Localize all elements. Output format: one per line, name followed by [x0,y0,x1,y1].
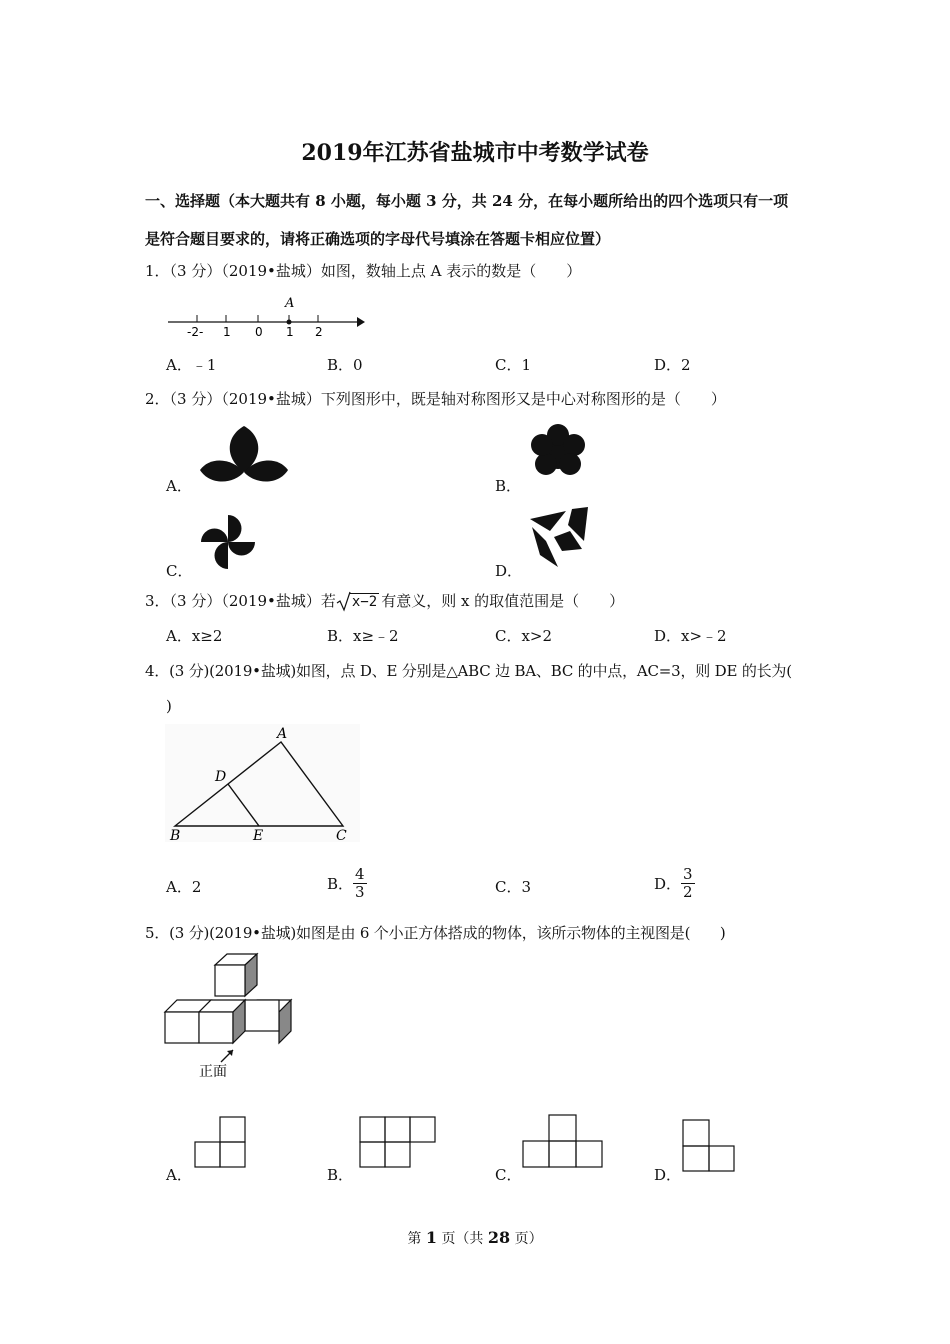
fraction-four-thirds [353,866,367,901]
view-d-figure [681,1118,737,1174]
q2-option-d: D． [495,562,523,580]
section-heading-line1: 一、选择题（本大题共有 8 小题，每小题 3 分，共 24 分，在每小题所给出的四个选项只有一项 [145,192,789,210]
q2-option-c: C． [166,562,193,580]
page-title: 2019年江苏省盐城市中考数学试卷 [301,140,649,166]
question-2-text: 2．（3 分）（2019•盐城）下列图形中，既是轴对称图形又是中心对称图形的是（ ） [145,390,726,408]
vertex-a-label: A [277,726,288,742]
sqrt-expression [336,592,379,610]
q1-option-d: D．2 [654,356,691,374]
page-footer [0,1228,950,1248]
footer-middle: 页（共 [441,1231,484,1247]
q5-option-c: C． [495,1166,522,1184]
q1-option-b: B．0 [327,356,363,374]
q4-option-d [654,866,695,901]
q3-text-after: 有意义，则 x 的取值范围是（ ） [381,592,625,610]
cube-stack-figure [163,950,303,1080]
q3-option-b: B．x≥﹣2 [327,627,399,645]
q3-option-d: D．x>﹣2 [654,627,727,645]
footer-suffix: 页） [514,1231,543,1247]
tick-label: 1 [286,325,294,339]
question-5-text: 5．(3 分)(2019•盐城)如图是由 6 个小正方体搭成的物体，该所示物体的主视图是( ) [145,924,726,942]
footer-total-pages: 28 [487,1228,511,1247]
question-4-text: 4．(3 分)(2019•盐城)如图，点 D、E 分别是△ABC 边 BA、BC 的中点，AC=3，则 DE 的长为( [145,662,792,680]
q4-option-a: A．2 [166,878,202,896]
point-d-label: D [215,769,227,785]
pinwheel-shape [196,513,260,571]
q4-option-b [327,866,367,901]
point-a-label: A [285,296,295,311]
fraction-numerator: 4 [355,865,365,883]
footer-page-number: 1 [425,1228,437,1247]
q2-option-a: A． [166,477,192,495]
vertex-c-label: C [336,828,347,844]
q4-option-b-prefix: B． [327,875,354,893]
triangle-figure [165,722,365,847]
tangram-shape [526,505,592,571]
view-c-figure [521,1113,605,1169]
question-3-text [145,590,624,611]
tick-label: 1 [223,325,231,339]
tick-label: -2- [187,325,204,339]
tick-label: 0 [255,325,263,339]
q1-option-a: A．﹣1 [166,356,217,374]
view-a-figure [193,1115,249,1171]
q3-option-c: C．x>2 [495,627,553,645]
vertex-b-label: B [170,828,181,844]
q2-option-b: B． [495,477,522,495]
question-4-text-cont: ) [166,697,172,715]
flower-shape [526,423,590,481]
fraction-numerator: 3 [683,865,693,883]
number-line-figure [165,292,365,342]
footer-prefix: 第 [407,1231,422,1247]
point-e-label: E [253,828,264,844]
section-heading-line2: 是符合题目要求的，请将正确选项的字母代号填涂在答题卡相应位置） [145,230,611,248]
q4-option-d-prefix: D． [654,875,682,893]
q3-option-a: A．x≥2 [166,627,223,645]
front-view-label: 正面 [199,1064,227,1080]
fraction-denominator: 3 [355,883,365,901]
fraction-denominator: 2 [683,883,693,901]
fraction-three-halves [681,866,695,901]
q1-option-c: C．1 [495,356,532,374]
tick-label: 2 [315,325,323,339]
q5-option-d: D． [654,1166,682,1184]
question-1-text: 1．（3 分）（2019•盐城）如图，数轴上点 A 表示的数是（ ） [145,262,582,280]
q5-option-b: B． [327,1166,354,1184]
three-petal-shape [196,422,292,490]
sqrt-radicand: x−2 [351,594,378,610]
q4-option-c: C．3 [495,878,532,896]
q3-text-before: 3．（3 分）（2019•盐城）若 [145,592,336,610]
q5-option-a: A． [166,1166,192,1184]
view-b-figure [358,1115,440,1171]
